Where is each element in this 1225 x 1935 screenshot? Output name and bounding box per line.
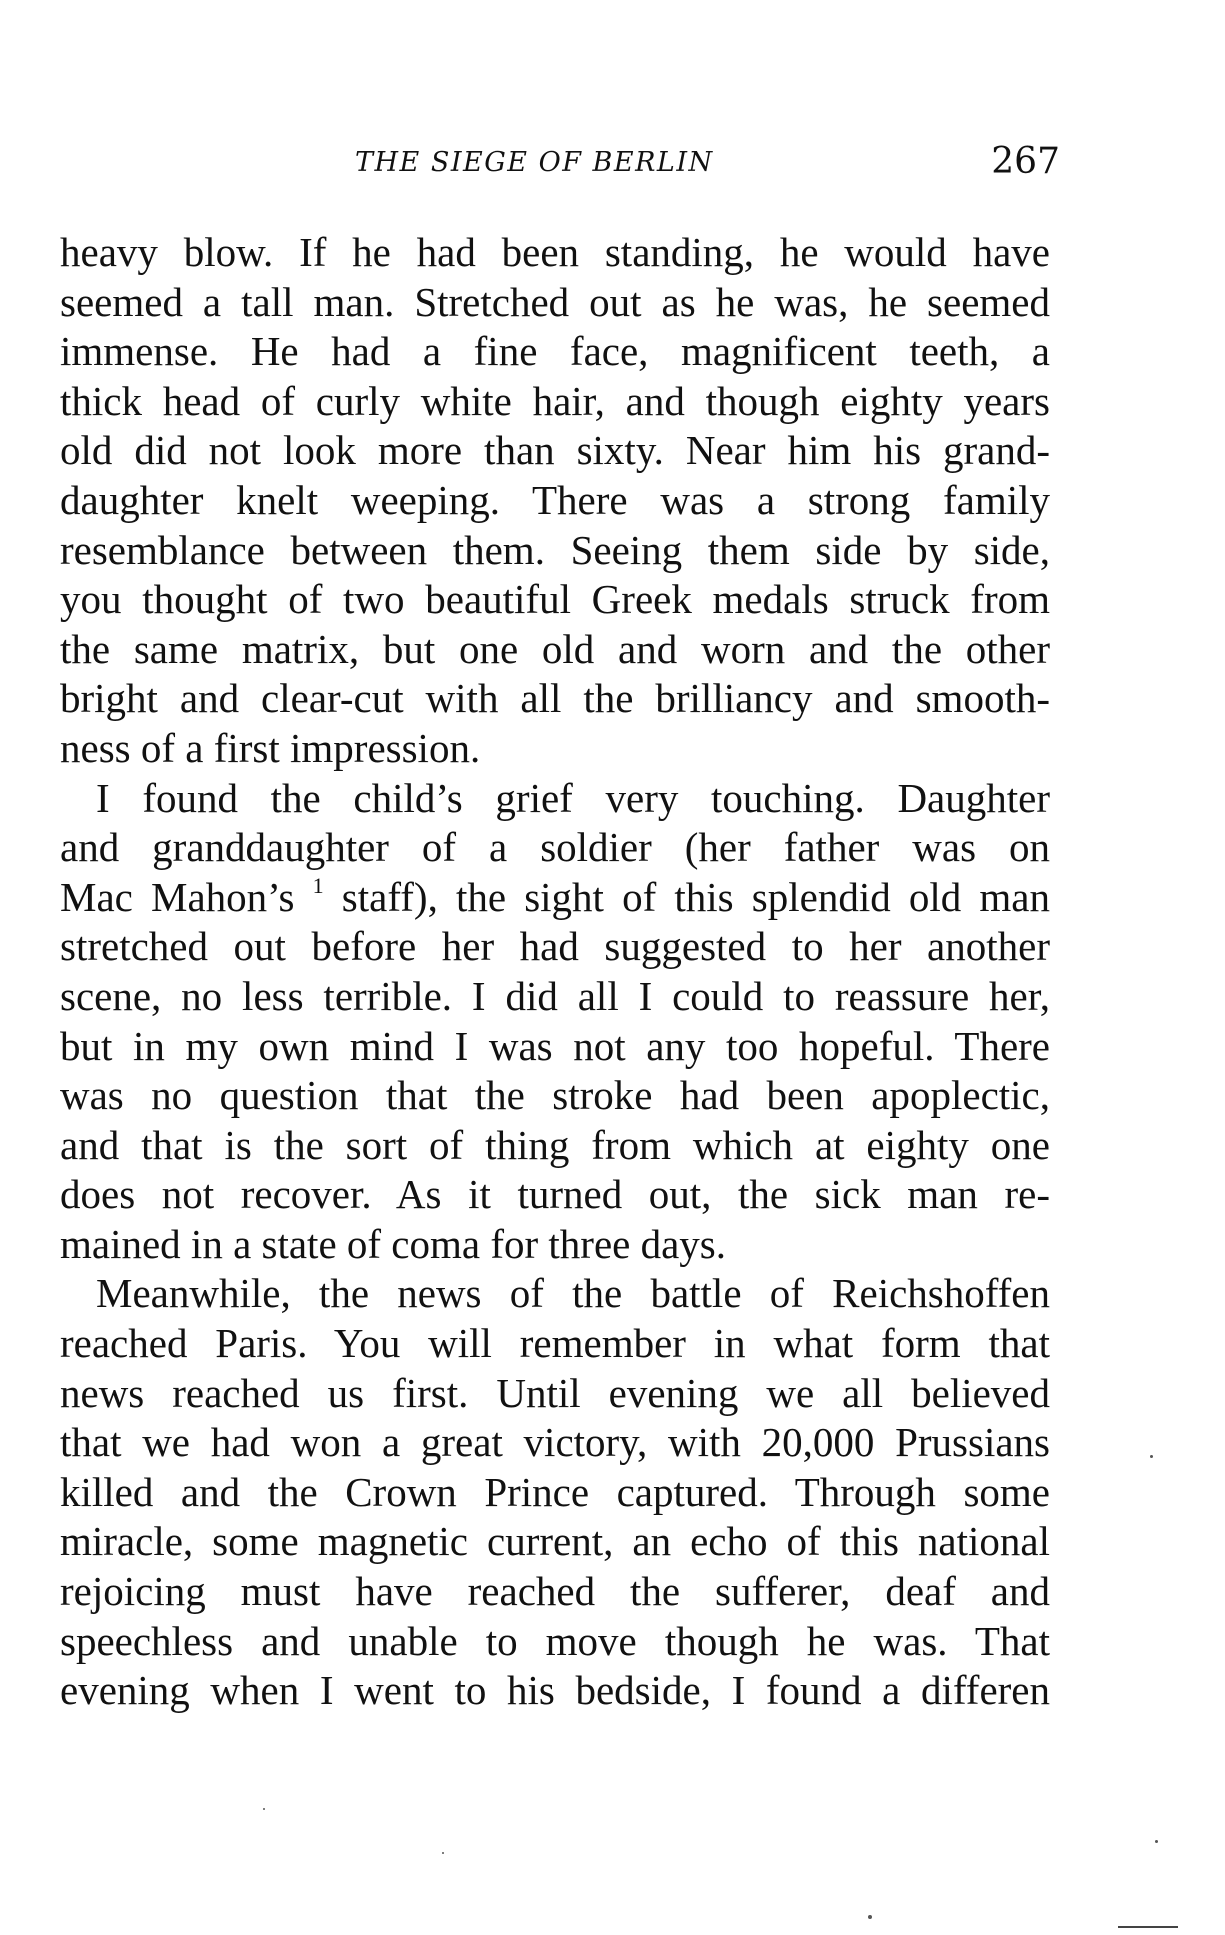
text-line: scene, no less terrible. I did all I could to reassure her,	[60, 972, 1050, 1019]
scan-speck	[442, 1852, 444, 1854]
text-line: miracle, some magnetic current, an echo of this national	[60, 1518, 1050, 1565]
text-line: I found the child’s grief very touching. Daughter	[96, 774, 1050, 821]
text-line: seemed a tall man. Stretched out as he was, he seemed	[60, 278, 1050, 325]
running-head	[60, 141, 1060, 195]
text-line: Meanwhile, the news of the battle of Reichshoffen	[96, 1270, 1050, 1317]
scan-speck	[263, 1808, 265, 1810]
text-line: rejoicing must have reached the sufferer, deaf and	[60, 1568, 1050, 1615]
text-fragment: staff), the sight of this splendid old man	[323, 873, 1050, 920]
text-line-with-footnote	[60, 873, 1050, 923]
text-line: the same matrix, but one old and worn and the other	[60, 625, 1050, 672]
text-line: speechless and unable to move though he was. That	[60, 1617, 1050, 1664]
text-line: and that is the sort of thing from which at eighty one	[60, 1121, 1050, 1168]
text-line: does not recover. As it turned out, the sick man re-	[60, 1171, 1050, 1218]
page-number: 267	[991, 141, 1060, 182]
text-line: heavy blow. If he had been standing, he would have	[60, 229, 1050, 275]
scan-speck	[868, 1915, 872, 1919]
scan-rule-fragment	[1118, 1926, 1178, 1928]
text-line: daughter knelt weeping. There was a strong family	[60, 476, 1050, 523]
text-line: thick head of curly white hair, and though eighty years	[60, 377, 1050, 424]
footnote-marker: 1	[312, 872, 324, 898]
text-line: reached Paris. You will remember in what form that	[60, 1320, 1050, 1367]
text-line: and granddaughter of a soldier (her father was on	[60, 824, 1050, 871]
text-line: was no question that the stroke had been apoplectic,	[60, 1072, 1050, 1119]
text-line: old did not look more than sixty. Near him his grand-	[60, 427, 1050, 474]
body-text	[60, 228, 1050, 1716]
text-line: stretched out before her had suggested to her another	[60, 923, 1050, 970]
text-line: but in my own mind I was not any too hopeful. There	[60, 1022, 1050, 1069]
text-line: bright and clear-cut with all the brilliancy and smooth-	[60, 675, 1050, 722]
text-line: you thought of two beautiful Greek medals struck from	[60, 576, 1050, 623]
text-line: killed and the Crown Prince captured. Through some	[60, 1468, 1050, 1515]
text-line: mained in a state of coma for three days.	[60, 1220, 726, 1267]
text-line: news reached us first. Until evening we all believed	[60, 1369, 1050, 1416]
text-line: that we had won a great victory, with 20,000 Prussians	[60, 1419, 1050, 1466]
text-line: resemblance between them. Seeing them side by side,	[60, 526, 1050, 573]
scan-speck	[1150, 1455, 1153, 1458]
text-line: ness of a first impression.	[60, 724, 481, 771]
text-line: immense. He had a fine face, magnificent teeth, a	[60, 328, 1050, 375]
text-fragment: Mac Mahon’s	[60, 873, 295, 920]
text-line: evening when I went to his bedside, I found a differen	[60, 1667, 1050, 1714]
running-title: THE SIEGE OF BERLIN	[355, 147, 714, 178]
scan-speck	[1155, 1840, 1158, 1843]
